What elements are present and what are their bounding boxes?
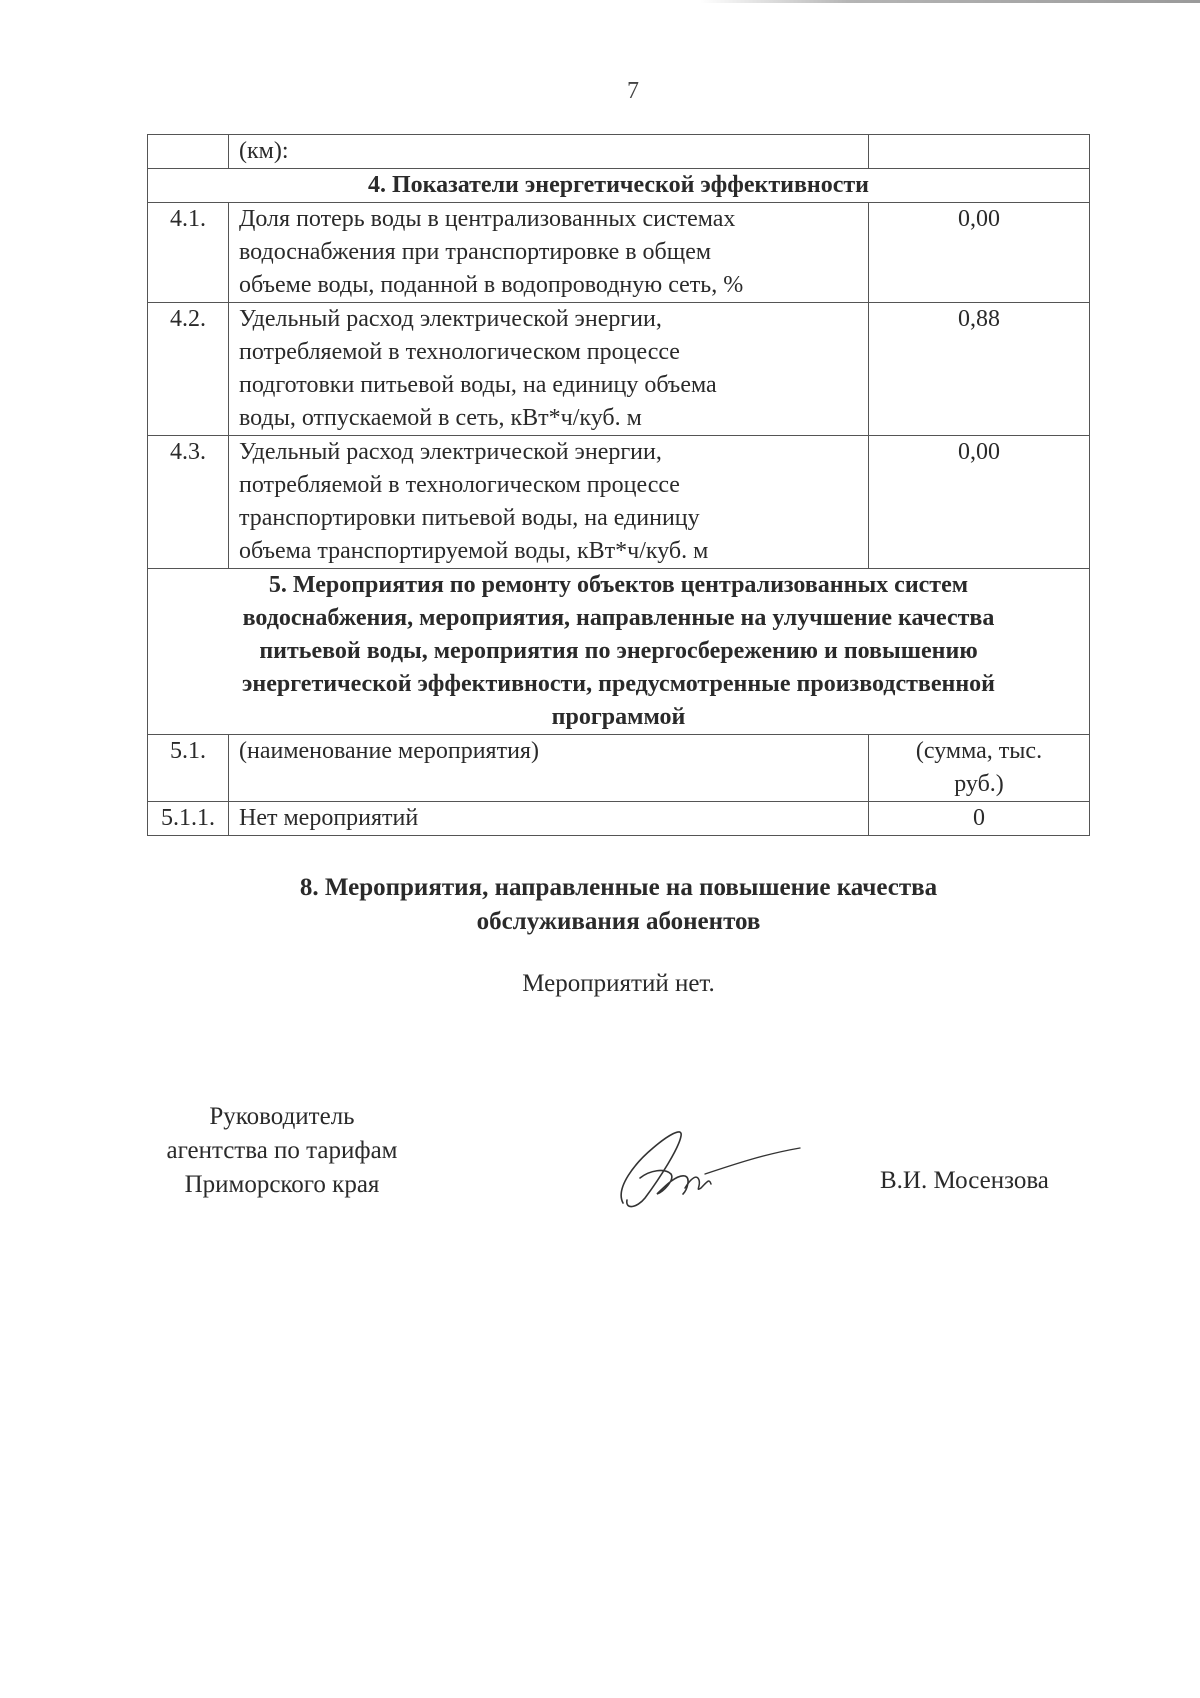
- section-title-line: 5. Мероприятия по ремонту объектов централизованных систем: [268, 572, 969, 598]
- description-line: потребляемой в технологическом процессе: [239, 472, 680, 498]
- table-row-4-3: [148, 436, 1090, 569]
- scan-edge-line: [700, 0, 1200, 3]
- row-number: 4.2.: [148, 303, 229, 436]
- value-line: руб.): [954, 771, 1004, 797]
- section-title-line: водоснабжения, мероприятия, направленные на улучшение качества: [242, 605, 995, 631]
- indicators-table: [147, 134, 1090, 836]
- row-value: 0,88: [869, 303, 1090, 436]
- handwritten-signature: [605, 1108, 805, 1218]
- row-value: 0,00: [869, 436, 1090, 569]
- section-5-header-row: [148, 569, 1090, 735]
- table-row-continuation: [148, 135, 1090, 169]
- description-line: воды, отпускаемой в сеть, кВт*ч/куб. м: [239, 405, 642, 431]
- row-description: Нет мероприятий: [229, 802, 869, 836]
- row-value: [869, 135, 1090, 169]
- table-row-5-1: [148, 735, 1090, 802]
- description-line: водоснабжения при транспортировке в общем: [239, 239, 712, 265]
- row-number: 4.1.: [148, 203, 229, 303]
- row-description: [229, 203, 869, 303]
- description-line: объеме воды, поданной в водопроводную сеть, %: [239, 272, 744, 298]
- table-row-4-1: [148, 203, 1090, 303]
- description-line: объема транспортируемой воды, кВт*ч/куб. м: [239, 538, 709, 564]
- section-title-line: 8. Мероприятия, направленные на повышение качества: [299, 874, 938, 901]
- row-description: (км):: [229, 135, 869, 169]
- row-description: (наименование мероприятия): [229, 735, 869, 802]
- row-value: 0: [869, 802, 1090, 836]
- description-line: транспортировки питьевой воды, на единицу: [239, 505, 700, 531]
- row-number: 5.1.1.: [148, 802, 229, 836]
- section-5-title: [148, 569, 1090, 735]
- row-number: 4.3.: [148, 436, 229, 569]
- row-value: 0,00: [869, 203, 1090, 303]
- table-row-5-1-1: [148, 802, 1090, 836]
- signer-position-line: Приморского края: [184, 1171, 380, 1198]
- row-value: [869, 735, 1090, 802]
- section-title-line: программой: [551, 704, 686, 730]
- description-line: Удельный расход электрической энергии,: [239, 306, 662, 332]
- section-8-text: Мероприятий нет.: [522, 970, 715, 997]
- row-description: [229, 303, 869, 436]
- page-number: 7: [627, 78, 639, 104]
- signer-position-line: агентства по тарифам: [166, 1137, 398, 1164]
- section-4-header-row: [148, 169, 1090, 203]
- row-number: 5.1.: [148, 735, 229, 802]
- signer-position: [142, 1100, 422, 1202]
- section-title-line: энергетической эффективности, предусмотренные производственной: [242, 671, 995, 697]
- section-4-title: 4. Показатели энергетической эффективности: [148, 169, 1090, 203]
- row-number: [148, 135, 229, 169]
- signer-name: В.И. Мосензова: [880, 1167, 1049, 1194]
- section-title-line: обслуживания абонентов: [476, 908, 761, 935]
- value-line: (сумма, тыс.: [915, 738, 1043, 764]
- description-line: подготовки питьевой воды, на единицу объема: [239, 372, 717, 398]
- section-8-title: [147, 871, 1090, 939]
- description-line: потребляемой в технологическом процессе: [239, 339, 680, 365]
- table-row-4-2: [148, 303, 1090, 436]
- row-description: [229, 436, 869, 569]
- description-line: Доля потерь воды в централизованных системах: [239, 206, 736, 232]
- description-line: Удельный расход электрической энергии,: [239, 439, 662, 465]
- signer-position-line: Руководитель: [209, 1103, 355, 1130]
- section-title-line: питьевой воды, мероприятия по энергосбережению и повышению: [259, 638, 978, 664]
